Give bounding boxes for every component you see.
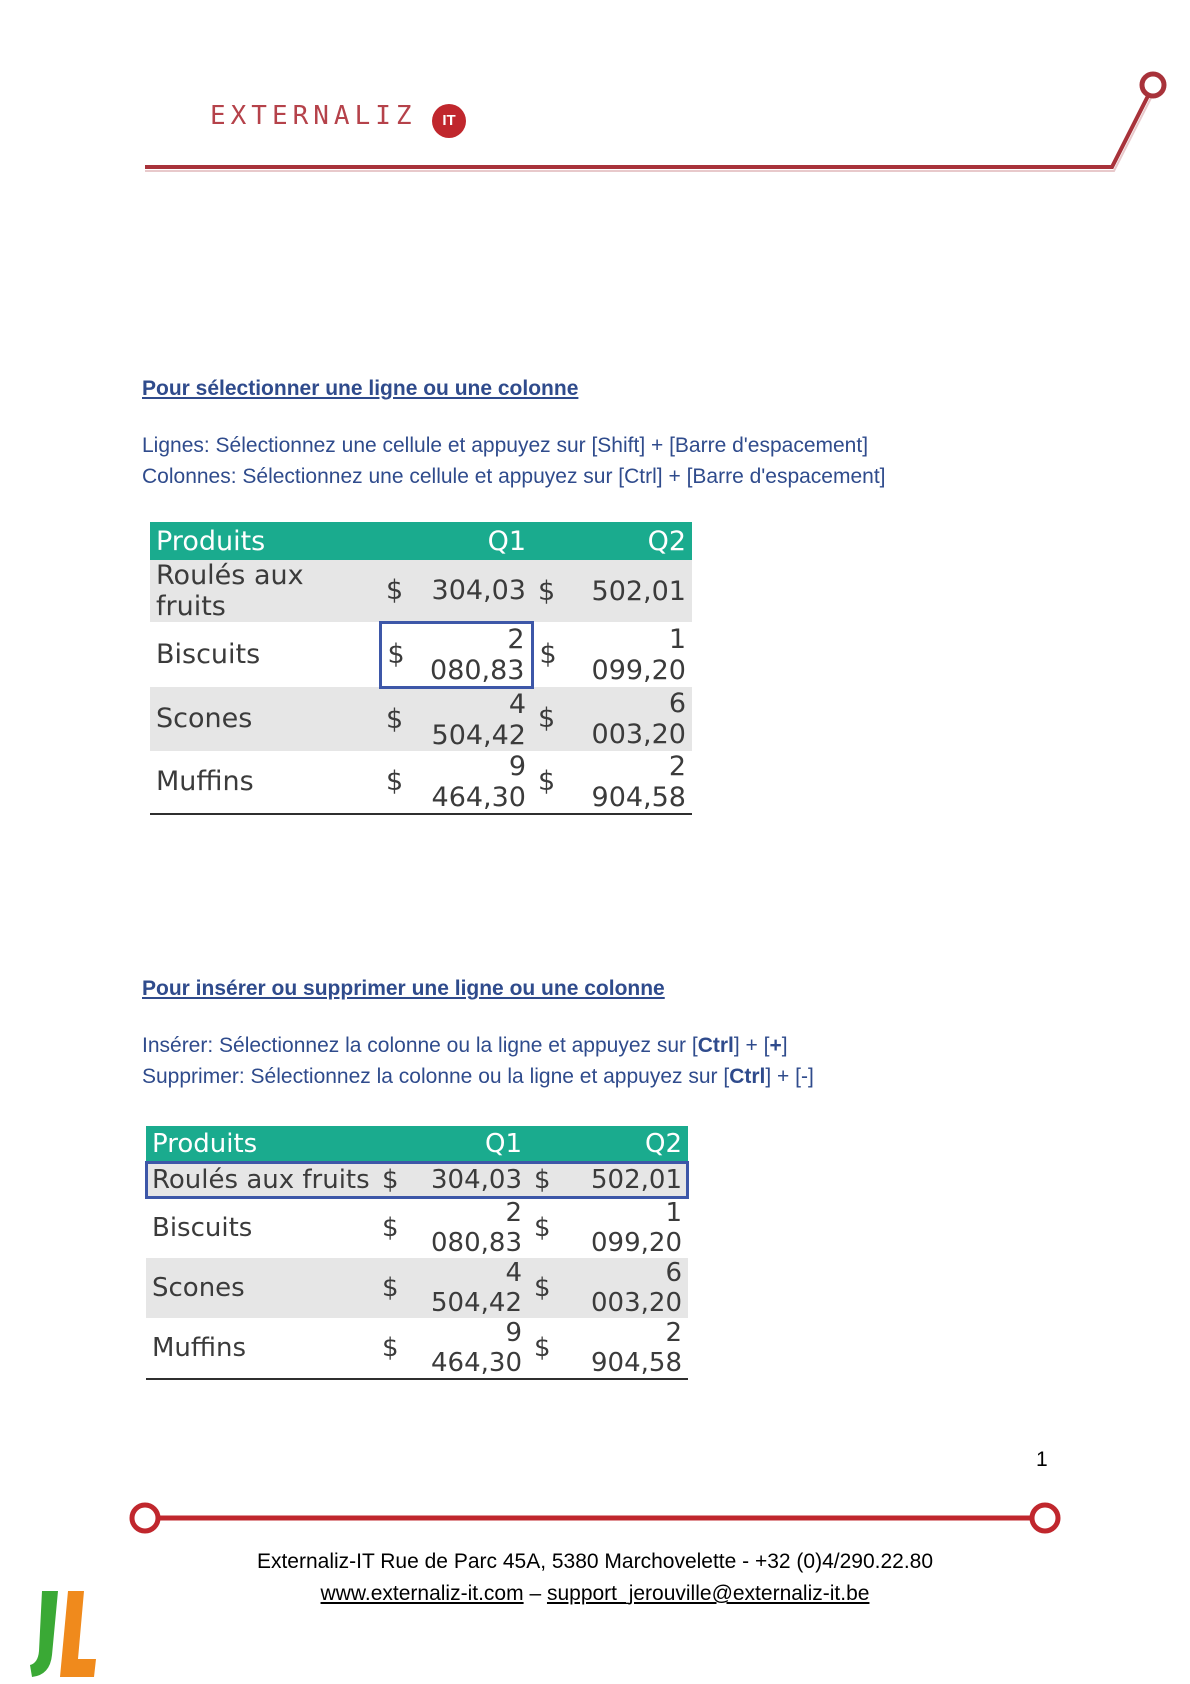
cell-q2[interactable]: 1 099,20 (591, 623, 686, 686)
cell-product[interactable]: Scones (146, 1258, 376, 1318)
section2-line2: Supprimer: Sélectionnez la colonne ou la ligne et appuyez sur [Ctrl] + [-] (142, 1065, 814, 1088)
cell-currency[interactable]: $ (382, 1213, 399, 1243)
table-row (150, 687, 692, 751)
header-q2: Q2 (528, 1126, 688, 1162)
page-number: 1 (1036, 1448, 1048, 1471)
cell-q2[interactable]: 2 904,58 (566, 1318, 688, 1379)
excel-table-2 (146, 1126, 688, 1380)
cell-q2[interactable]: 6 003,20 (566, 1258, 688, 1318)
cell-q2[interactable]: 1 099,20 (591, 1198, 682, 1258)
cell-q2[interactable]: 502,01 (570, 560, 692, 622)
cell-currency[interactable]: $ (532, 751, 570, 814)
table-row (150, 622, 692, 687)
cell-product[interactable]: Scones (150, 687, 380, 751)
cell-q1[interactable]: 9 464,30 (416, 1318, 528, 1379)
cell-currency[interactable]: $ (380, 687, 420, 751)
cell-q1[interactable]: 304,03 (416, 1162, 528, 1198)
cell-q1[interactable]: 2 080,83 (431, 1198, 522, 1258)
cell-product[interactable]: Muffins (150, 751, 380, 814)
section2-line1: Insérer: Sélectionnez la colonne ou la ligne et appuyez sur [Ctrl] + [+] (142, 1034, 788, 1057)
selected-cell-currency[interactable]: $ (380, 622, 420, 687)
cell-currency[interactable]: $ (376, 1318, 416, 1379)
footer-rule (0, 1480, 1190, 1540)
cell-product[interactable]: Biscuits (156, 639, 261, 670)
cell-product[interactable]: Muffins (146, 1318, 376, 1379)
cell-currency[interactable]: $ (380, 560, 420, 622)
footer-links: www.externaliz-it.com – support_jerouville@externaliz-it.be (320, 1582, 870, 1605)
table-row (146, 1258, 688, 1318)
cell-currency[interactable]: $ (532, 560, 570, 622)
header-q1: Q1 (380, 522, 532, 560)
cell-currency[interactable]: $ (539, 639, 557, 670)
cell-currency[interactable]: $ (534, 1213, 551, 1243)
footer-node-right-icon (1032, 1505, 1058, 1531)
cell-q1[interactable]: 4 504,42 (420, 687, 532, 751)
section1-line1: Lignes: Sélectionnez une cellule et appuyez sur [Shift] + [Barre d'espacement] (142, 434, 869, 457)
cell-currency[interactable]: $ (528, 1318, 566, 1379)
cell-currency[interactable]: $ (528, 1258, 566, 1318)
cell-q2[interactable]: 2 904,58 (570, 751, 692, 814)
email-link[interactable]: support_jerouville@externaliz-it.be (546, 1582, 870, 1605)
selected-table-row[interactable] (146, 1162, 688, 1198)
excel-table-1 (150, 522, 692, 815)
cell-currency[interactable]: $ (376, 1162, 416, 1198)
table-row (150, 751, 692, 814)
header-produits: Produits (150, 522, 380, 560)
website-link[interactable]: www.externaliz-it.com (320, 1582, 524, 1605)
table-row (146, 1318, 688, 1379)
section2-heading: Pour insérer ou supprimer une ligne ou une colonne (142, 977, 665, 1000)
company-logo-text: EXTERNALIZ (210, 101, 417, 131)
selected-cell-q1[interactable]: 2 080,83 (420, 622, 532, 687)
company-logo-badge: IT (432, 104, 466, 138)
table-row (146, 1198, 688, 1258)
key-ctrl: Ctrl (697, 1034, 734, 1057)
jl-logo-icon (28, 1585, 98, 1684)
cell-q2[interactable]: 502,01 (566, 1162, 688, 1198)
cell-product[interactable]: Biscuits (152, 1213, 253, 1243)
header-q1: Q1 (376, 1126, 528, 1162)
header-q2: Q2 (532, 522, 692, 560)
header-node-icon (1142, 74, 1164, 96)
table-header-row (146, 1126, 688, 1162)
cell-q1[interactable]: 304,03 (420, 560, 532, 622)
cell-q1[interactable]: 9 464,30 (420, 751, 532, 814)
cell-q1[interactable]: 4 504,42 (416, 1258, 528, 1318)
cell-currency[interactable]: $ (376, 1258, 416, 1318)
cell-q2[interactable]: 6 003,20 (570, 687, 692, 751)
table-header-row (150, 522, 692, 560)
table-row (150, 560, 692, 622)
cell-currency[interactable]: $ (532, 687, 570, 751)
header-produits: Produits (146, 1126, 376, 1162)
footer-node-left-icon (132, 1505, 158, 1531)
section1-line2: Colonnes: Sélectionnez une cellule et appuyez sur [Ctrl] + [Barre d'espacement] (142, 465, 886, 488)
section1-heading: Pour sélectionner une ligne ou une colonne (142, 377, 579, 400)
footer-address: Externaliz-IT Rue de Parc 45A, 5380 Marchovelette - +32 (0)4/290.22.80 (256, 1550, 934, 1573)
key-ctrl: Ctrl (729, 1065, 766, 1088)
key-plus: + (769, 1034, 782, 1057)
cell-product[interactable]: Roulés aux fruits (146, 1162, 376, 1198)
header-rule (0, 0, 1190, 200)
cell-currency[interactable]: $ (528, 1162, 566, 1198)
cell-currency[interactable]: $ (380, 751, 420, 814)
cell-product[interactable]: Roulés aux fruits (150, 560, 380, 622)
